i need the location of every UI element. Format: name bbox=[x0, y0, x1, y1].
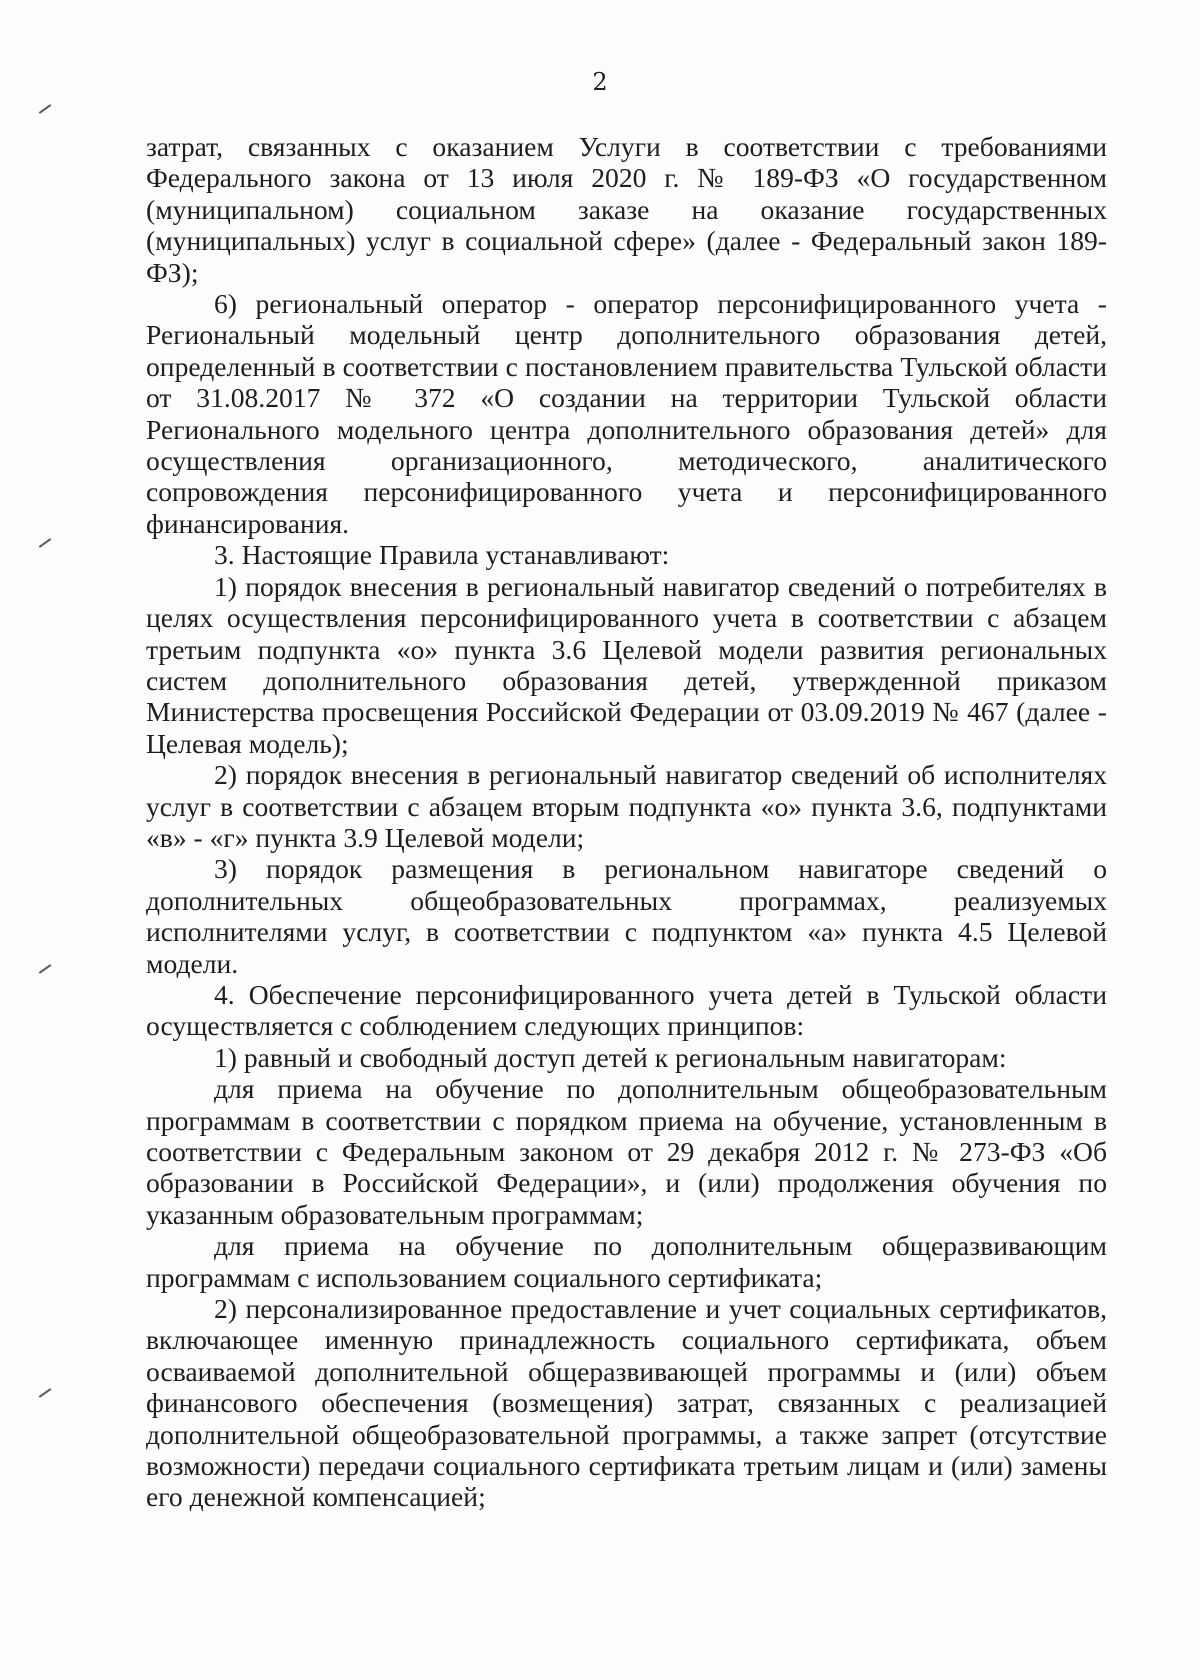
paragraph-principles-heading: 4. Обеспечение персонифицированного учета детей в Тульской области осуществляется с соблюдением следующих принципов: bbox=[146, 978, 1107, 1042]
paragraph-consumers-order: 1) порядок внесения в региональный навигатор сведений о потребителях в целях осуществления персонифицированного учета в соответствии с абзацем третьим подпункта «о» пункта 3.6 Целевой модели развития региональных систем дополнительного образования детей, утвержденной приказом Министерства просвещения Российской Федерации от 03.09.2019 № 467 (далее - Целевая модель); bbox=[146, 570, 1107, 759]
paragraph-principle-1b: для приема на обучение по дополнительным общеразвивающим программам с использованием социального сертификата; bbox=[146, 1230, 1107, 1293]
page-number: 2 bbox=[592, 68, 608, 96]
paragraph-principle-1a: для приема на обучение по дополнительным общеобразовательным программам в соответствии с порядком приема на обучение, установленным в соответствии с Федеральным законом от 29 декабря 2012 г. № 273-ФЗ «Об образовании в Российской Федерации», и (или) продолжения обучения по указанным образовательным программам; bbox=[146, 1073, 1107, 1230]
scan-mark bbox=[39, 538, 52, 548]
scan-mark bbox=[39, 964, 52, 974]
scan-mark bbox=[39, 104, 52, 114]
scan-mark bbox=[39, 1388, 52, 1398]
paragraph-principle-1: 1) равный и свободный доступ детей к региональным навигаторам: bbox=[214, 1041, 1007, 1073]
paragraph-rules-heading: 3. Настоящие Правила устанавливают: bbox=[214, 539, 670, 571]
paragraph-providers-order: 2) порядок внесения в региональный навигатор сведений об исполнителях услуг в соответствии с абзацем вторым подпункта «о» пункта 3.6, подпунктами «в» - «г» пункта 3.9 Целевой модели; bbox=[146, 759, 1107, 853]
paragraph-continuation: затрат, связанных с оказанием Услуги в соответствии с требованиями Федерального закона от 13 июля 2020 г. № 189-ФЗ «О государственном (муниципальном) социальном заказе на оказание государственных (муниципальных) услуг в социальной сфере» (далее - Федеральный закон 189-ФЗ); bbox=[146, 131, 1107, 288]
paragraph-programs-order: 3) порядок размещения в региональном навигаторе сведений о дополнительных общеобразовательных программах, реализуемых исполнителями услуг, в соответствии с подпунктом «а» пункта 4.5 Целевой модели. bbox=[146, 853, 1107, 979]
paragraph-regional-operator: 6) региональный оператор - оператор персонифицированного учета - Региональный модельный центр дополнительного образования детей, определенный в соответствии с постановлением правительства Тульской области от 31.08.2017 № 372 «О создании на территории Тульской области Регионального модельного центра дополнительного образования детей» для осуществления организационного, методического, аналитического сопровождения персонифицированного учета и персонифицированного финансирования. bbox=[146, 288, 1107, 539]
document-body bbox=[146, 131, 1107, 1513]
paragraph-principle-2: 2) персонализированное предоставление и учет социальных сертификатов, включающее именную принадлежность социального сертификата, объем осваиваемой дополнительной общеразвивающей программы и (или) объем финансового обеспечения (возмещения) затрат, связанных с реализацией дополнительной общеобразовательной программы, а также запрет (отсутствие возможности) передачи социального сертификата третьим лицам и (или) замены его денежной компенсацией; bbox=[146, 1293, 1107, 1513]
